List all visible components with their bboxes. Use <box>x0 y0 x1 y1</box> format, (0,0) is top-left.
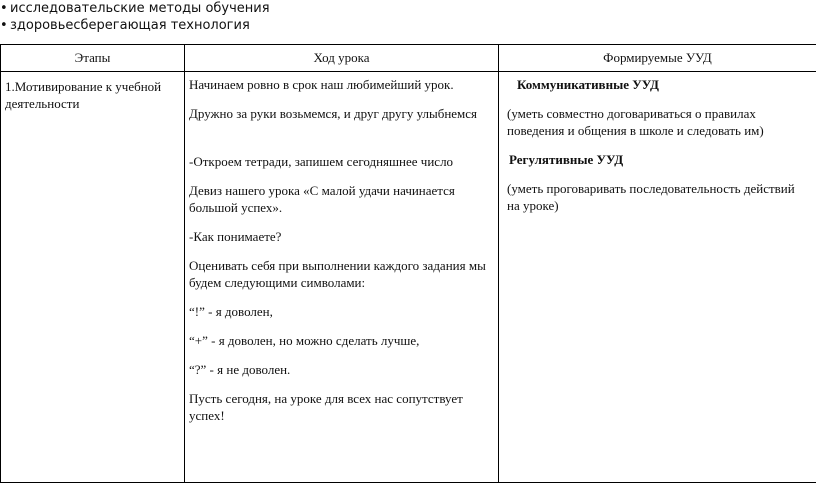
column-header-stages: Этапы <box>1 45 185 72</box>
bullet-text: исследовательские методы обучения <box>10 1 270 16</box>
bullet-dot-icon: • <box>0 17 10 34</box>
lesson-flow-cell <box>185 72 499 483</box>
lesson-line: “?” - я не доволен. <box>189 361 494 378</box>
bullet-dot-icon: • <box>0 0 10 17</box>
lesson-line: Дружно за руки возьмемся, и друг другу улыбнемся <box>189 105 494 122</box>
column-header-lesson-flow: Ход урока <box>185 45 499 72</box>
lesson-line: Девиз нашего урока «С малой удачи начинается большой успех». <box>189 182 494 216</box>
lesson-line: Пусть сегодня, на уроке для всех нас сопутствует успех! <box>189 390 494 424</box>
bullet-list <box>0 0 270 34</box>
bullet-text: здоровьесберегающая технология <box>10 18 250 33</box>
bullet-item <box>0 0 270 17</box>
lesson-line: Оценивать себя при выполнении каждого задания мы будем следующими символами: <box>189 257 494 291</box>
lesson-table <box>0 44 816 483</box>
lesson-line: “!” - я доволен, <box>189 303 494 320</box>
uud-description: (уметь проговаривать последовательность действий на уроке) <box>507 180 810 214</box>
lesson-line: Начинаем ровно в срок наш любимейший урок. <box>189 76 494 93</box>
uud-heading-communicative: Коммуникативные УУД <box>507 76 810 93</box>
lesson-line: “+” - я доволен, но можно сделать лучше, <box>189 332 494 349</box>
uud-cell <box>499 72 816 483</box>
table-header-row <box>1 45 816 72</box>
uud-heading-regulative: Регулятивные УУД <box>507 151 810 168</box>
column-header-uud: Формируемые УУД <box>499 45 816 72</box>
table-row <box>1 72 816 483</box>
lesson-line: -Как понимаете? <box>189 228 494 245</box>
stage-cell <box>1 72 185 483</box>
spacer <box>189 134 494 153</box>
uud-description: (уметь совместно договариваться о правилах поведения и общения в школе и следовать им) <box>507 105 810 139</box>
stage-text: 1.Мотивирование к учебной деятельности <box>5 78 180 112</box>
bullet-item <box>0 17 270 34</box>
lesson-line: -Откроем тетради, запишем сегодняшнее число <box>189 153 494 170</box>
